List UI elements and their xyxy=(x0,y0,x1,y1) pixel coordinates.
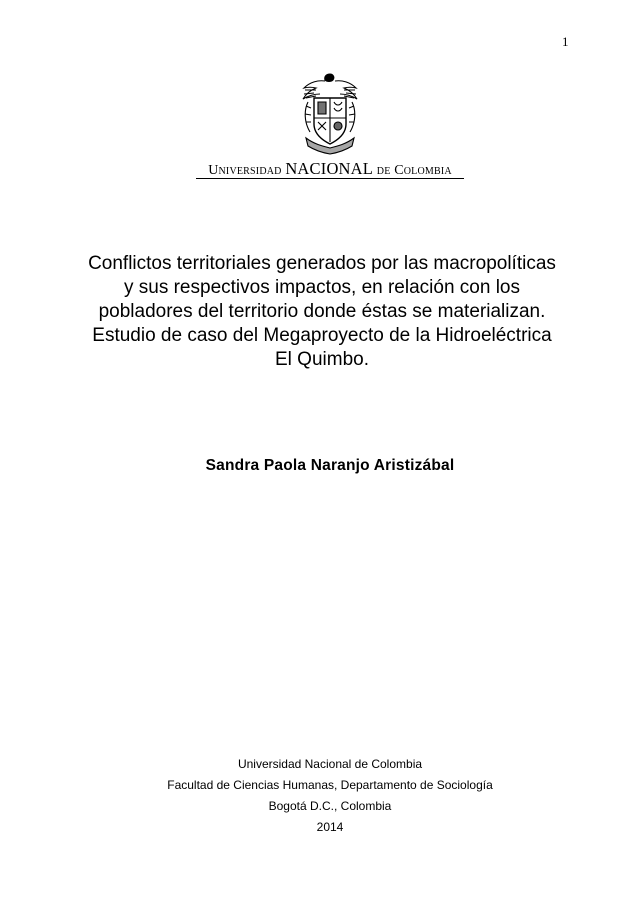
faculty-name: Facultad de Ciencias Humanas, Departamento de Sociología xyxy=(167,778,493,792)
wordmark-main: NACIONAL xyxy=(285,159,374,178)
page-number: 1 xyxy=(562,34,569,49)
author-name: Sandra Paola Naranjo Aristizábal xyxy=(205,457,455,474)
title-line: y sus respectivos impactos, en relación con los xyxy=(123,277,520,298)
university-wordmark xyxy=(194,159,466,179)
location: Bogotá D.C., Colombia xyxy=(268,799,392,813)
wordmark-prefix: Universidad xyxy=(208,163,286,178)
university-logo xyxy=(194,72,466,182)
title-line: Conflictos territoriales generados por las macropolíticas xyxy=(88,253,556,274)
thesis-title xyxy=(60,252,584,372)
title-line: pobladores del territorio donde éstas se materializan. xyxy=(98,301,546,322)
wordmark-suffix: de Colombia xyxy=(373,163,452,178)
title-line: El Quimbo. xyxy=(275,349,369,370)
institution-name: Universidad Nacional de Colombia xyxy=(237,757,423,771)
institution-block xyxy=(100,754,560,838)
wordmark-underline xyxy=(196,178,464,179)
year: 2014 xyxy=(316,820,344,834)
coat-of-arms-icon xyxy=(296,72,364,156)
title-line: Estudio de caso del Megaproyecto de la Hidroeléctrica xyxy=(92,325,552,346)
